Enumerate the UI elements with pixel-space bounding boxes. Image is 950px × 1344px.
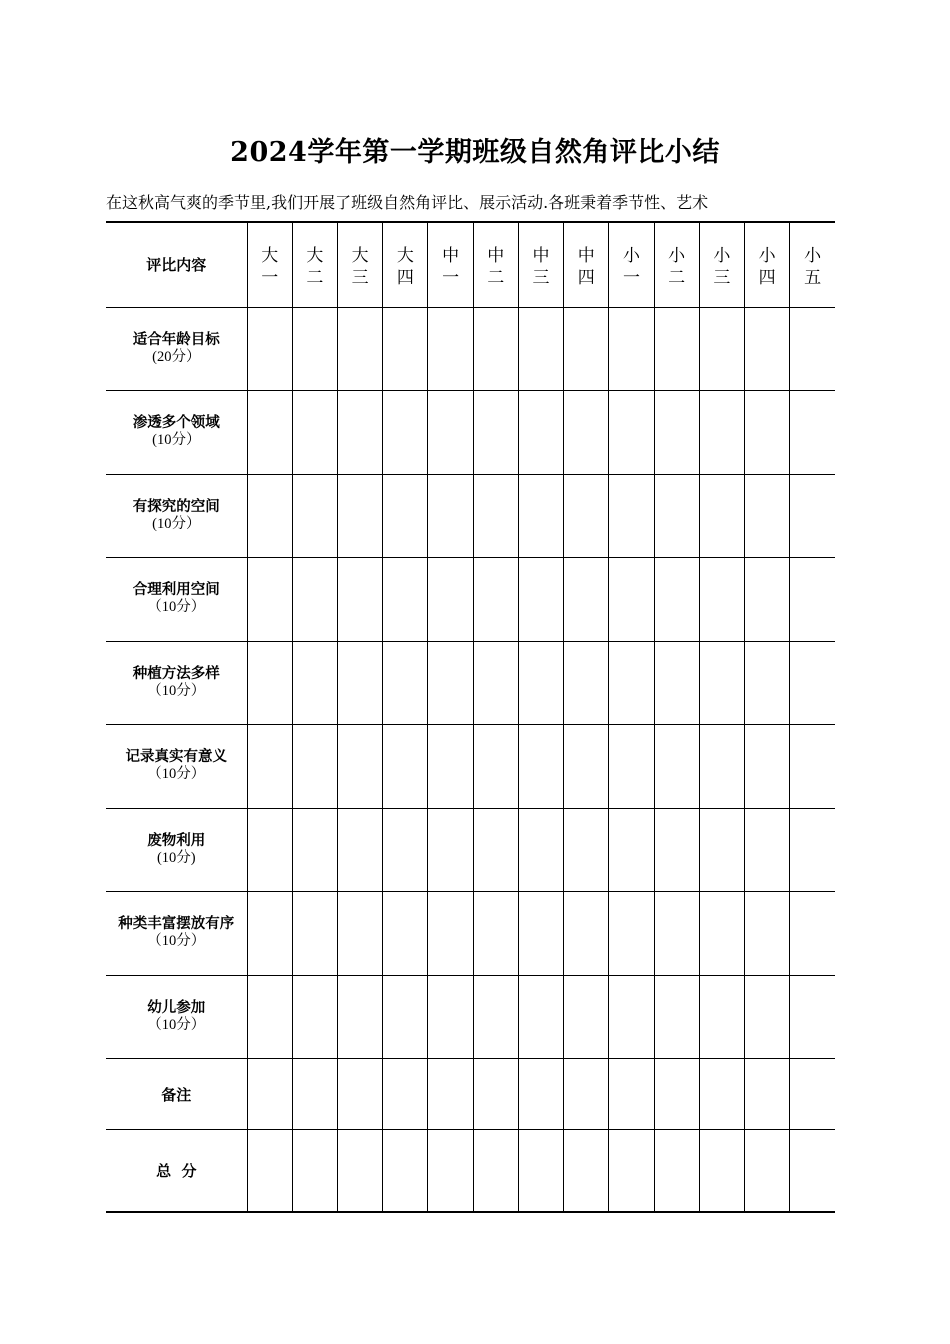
score-cell[interactable] xyxy=(745,474,790,558)
score-cell[interactable] xyxy=(518,725,563,809)
score-cell[interactable] xyxy=(564,725,609,809)
score-cell[interactable] xyxy=(428,391,473,475)
score-cell[interactable] xyxy=(338,641,383,725)
score-cell[interactable] xyxy=(699,641,744,725)
score-cell[interactable] xyxy=(790,725,835,809)
criteria-points: （10分） xyxy=(147,682,206,699)
score-cell[interactable] xyxy=(699,474,744,558)
class-header-char: 三 xyxy=(351,268,369,288)
class-column-header xyxy=(518,222,563,307)
score-cell[interactable] xyxy=(473,307,518,391)
score-cell[interactable] xyxy=(338,307,383,391)
score-cell[interactable] xyxy=(247,391,292,475)
score-cell[interactable] xyxy=(292,474,337,558)
score-cell[interactable] xyxy=(247,1059,292,1130)
class-column-header xyxy=(790,222,835,307)
score-cell[interactable] xyxy=(473,892,518,976)
score-cell[interactable] xyxy=(338,808,383,892)
criteria-row xyxy=(106,307,835,391)
class-header-char: 大 xyxy=(261,246,279,266)
score-cell[interactable] xyxy=(745,641,790,725)
score-cell[interactable] xyxy=(745,391,790,475)
score-cell[interactable] xyxy=(790,391,835,475)
score-cell[interactable] xyxy=(654,558,699,642)
score-cell[interactable] xyxy=(564,474,609,558)
class-header-char: 大 xyxy=(306,246,324,266)
remarks-label: 备注 xyxy=(106,1059,247,1130)
criteria-points: (10分) xyxy=(156,849,196,866)
class-header-char: 小 xyxy=(713,246,731,266)
score-cell[interactable] xyxy=(383,307,428,391)
score-cell[interactable] xyxy=(518,1130,563,1212)
score-cell[interactable] xyxy=(518,558,563,642)
score-cell[interactable] xyxy=(745,1130,790,1212)
score-cell[interactable] xyxy=(428,1130,473,1212)
score-cell[interactable] xyxy=(383,1130,428,1212)
score-cell[interactable] xyxy=(654,307,699,391)
score-cell[interactable] xyxy=(338,975,383,1059)
score-cell[interactable] xyxy=(473,1059,518,1130)
score-cell[interactable] xyxy=(383,641,428,725)
class-column-header xyxy=(338,222,383,307)
class-column-header xyxy=(473,222,518,307)
score-cell[interactable] xyxy=(338,558,383,642)
criteria-points: (20分） xyxy=(152,348,201,365)
class-header-char: 三 xyxy=(532,268,550,288)
score-cell[interactable] xyxy=(790,808,835,892)
class-header-char: 大 xyxy=(351,246,369,266)
score-cell[interactable] xyxy=(654,391,699,475)
score-cell[interactable] xyxy=(564,1130,609,1212)
class-column-header xyxy=(564,222,609,307)
score-cell[interactable] xyxy=(428,975,473,1059)
score-cell[interactable] xyxy=(292,975,337,1059)
criteria-name: 种类丰富摆放有序 xyxy=(118,916,235,933)
score-cell[interactable] xyxy=(473,975,518,1059)
criteria-row xyxy=(106,391,835,475)
score-cell[interactable] xyxy=(790,307,835,391)
score-cell[interactable] xyxy=(428,808,473,892)
score-cell[interactable] xyxy=(564,975,609,1059)
score-cell[interactable] xyxy=(699,307,744,391)
score-cell[interactable] xyxy=(383,391,428,475)
score-cell[interactable] xyxy=(292,641,337,725)
class-column-header xyxy=(609,222,654,307)
class-header-char: 四 xyxy=(396,268,414,288)
score-cell[interactable] xyxy=(338,474,383,558)
class-header-char: 二 xyxy=(306,268,324,288)
total-row xyxy=(106,1130,835,1212)
criteria-points: （10分） xyxy=(147,766,206,783)
score-cell[interactable] xyxy=(654,474,699,558)
class-header-char: 中 xyxy=(442,246,460,266)
class-header-char: 小 xyxy=(622,246,640,266)
class-header-char: 小 xyxy=(668,246,686,266)
score-cell[interactable] xyxy=(247,725,292,809)
score-cell[interactable] xyxy=(609,1059,654,1130)
score-cell[interactable] xyxy=(699,1130,744,1212)
score-cell[interactable] xyxy=(473,1130,518,1212)
score-cell[interactable] xyxy=(699,391,744,475)
criteria-name: 废物利用 xyxy=(147,832,206,849)
score-cell[interactable] xyxy=(699,808,744,892)
class-header-char: 小 xyxy=(758,246,776,266)
score-cell[interactable] xyxy=(473,558,518,642)
criteria-name: 记录真实有意义 xyxy=(125,749,228,766)
score-cell[interactable] xyxy=(564,558,609,642)
score-cell[interactable] xyxy=(338,725,383,809)
score-cell[interactable] xyxy=(428,474,473,558)
class-column-header xyxy=(247,222,292,307)
criteria-cell xyxy=(106,391,247,475)
score-cell[interactable] xyxy=(790,558,835,642)
score-cell[interactable] xyxy=(790,892,835,976)
score-cell[interactable] xyxy=(247,307,292,391)
score-cell[interactable] xyxy=(609,558,654,642)
score-cell[interactable] xyxy=(338,1130,383,1212)
class-header-char: 二 xyxy=(668,268,686,288)
criteria-name: 渗透多个领域 xyxy=(132,415,220,432)
score-cell[interactable] xyxy=(699,975,744,1059)
score-cell[interactable] xyxy=(518,641,563,725)
score-cell[interactable] xyxy=(383,558,428,642)
score-cell[interactable] xyxy=(292,1130,337,1212)
class-column-header xyxy=(292,222,337,307)
score-cell[interactable] xyxy=(790,474,835,558)
class-column-header xyxy=(654,222,699,307)
criteria-points: (10分） xyxy=(152,432,201,449)
score-cell[interactable] xyxy=(518,975,563,1059)
class-header-char: 中 xyxy=(487,246,505,266)
score-cell[interactable] xyxy=(609,641,654,725)
criteria-row xyxy=(106,558,835,642)
score-cell[interactable] xyxy=(383,474,428,558)
class-header-char: 二 xyxy=(487,268,505,288)
score-cell[interactable] xyxy=(699,725,744,809)
criteria-row xyxy=(106,474,835,558)
class-header-char: 四 xyxy=(577,268,595,288)
criteria-cell xyxy=(106,474,247,558)
score-cell[interactable] xyxy=(292,1059,337,1130)
score-cell[interactable] xyxy=(654,892,699,976)
score-cell[interactable] xyxy=(292,892,337,976)
score-cell[interactable] xyxy=(428,307,473,391)
score-cell[interactable] xyxy=(654,808,699,892)
criteria-name: 合理利用空间 xyxy=(132,582,220,599)
score-cell[interactable] xyxy=(564,1059,609,1130)
score-cell[interactable] xyxy=(383,892,428,976)
score-cell[interactable] xyxy=(654,641,699,725)
score-cell[interactable] xyxy=(518,474,563,558)
criteria-name: 有探究的空间 xyxy=(132,498,220,515)
score-cell[interactable] xyxy=(292,808,337,892)
score-cell[interactable] xyxy=(699,558,744,642)
score-cell[interactable] xyxy=(473,474,518,558)
score-cell[interactable] xyxy=(338,1059,383,1130)
score-cell[interactable] xyxy=(473,808,518,892)
score-cell[interactable] xyxy=(292,307,337,391)
criteria-row xyxy=(106,808,835,892)
score-cell[interactable] xyxy=(518,307,563,391)
score-cell[interactable] xyxy=(745,808,790,892)
score-cell[interactable] xyxy=(247,975,292,1059)
score-cell[interactable] xyxy=(564,307,609,391)
class-header-char: 中 xyxy=(577,246,595,266)
score-cell[interactable] xyxy=(609,307,654,391)
total-label: 总 分 xyxy=(106,1130,247,1212)
score-cell[interactable] xyxy=(609,1130,654,1212)
class-column-header xyxy=(745,222,790,307)
remarks-row xyxy=(106,1059,835,1130)
score-cell[interactable] xyxy=(745,558,790,642)
class-header-char: 五 xyxy=(804,268,822,288)
score-cell[interactable] xyxy=(518,808,563,892)
score-cell[interactable] xyxy=(428,725,473,809)
criteria-column-header: 评比内容 xyxy=(106,222,247,307)
criteria-cell xyxy=(106,641,247,725)
criteria-name: 种植方法多样 xyxy=(132,665,220,682)
criteria-name: 适合年龄目标 xyxy=(132,331,220,348)
score-cell[interactable] xyxy=(292,725,337,809)
criteria-row xyxy=(106,975,835,1059)
score-cell[interactable] xyxy=(338,892,383,976)
score-cell[interactable] xyxy=(699,1059,744,1130)
score-cell[interactable] xyxy=(654,975,699,1059)
score-cell[interactable] xyxy=(790,1130,835,1212)
score-cell[interactable] xyxy=(428,641,473,725)
score-cell[interactable] xyxy=(247,1130,292,1212)
score-cell[interactable] xyxy=(745,975,790,1059)
class-header-char: 一 xyxy=(622,268,640,288)
score-cell[interactable] xyxy=(745,1059,790,1130)
score-cell[interactable] xyxy=(745,892,790,976)
class-column-header xyxy=(428,222,473,307)
score-cell[interactable] xyxy=(654,1059,699,1130)
criteria-name: 幼儿参加 xyxy=(147,999,206,1016)
score-cell[interactable] xyxy=(790,641,835,725)
score-cell[interactable] xyxy=(564,892,609,976)
criteria-points: （10分） xyxy=(147,1016,206,1033)
class-header-char: 三 xyxy=(713,268,731,288)
score-cell[interactable] xyxy=(518,391,563,475)
class-column-header xyxy=(699,222,744,307)
class-header-char: 一 xyxy=(442,268,460,288)
score-cell[interactable] xyxy=(564,391,609,475)
score-cell[interactable] xyxy=(518,892,563,976)
evaluation-table xyxy=(106,221,835,1213)
score-cell[interactable] xyxy=(383,808,428,892)
criteria-points: （10分） xyxy=(147,933,206,950)
header-row xyxy=(106,222,835,307)
score-cell[interactable] xyxy=(564,808,609,892)
criteria-row xyxy=(106,641,835,725)
score-cell[interactable] xyxy=(790,975,835,1059)
score-cell[interactable] xyxy=(609,474,654,558)
score-cell[interactable] xyxy=(609,892,654,976)
score-cell[interactable] xyxy=(745,725,790,809)
criteria-row xyxy=(106,725,835,809)
score-cell[interactable] xyxy=(609,975,654,1059)
score-cell[interactable] xyxy=(383,1059,428,1130)
class-header-char: 一 xyxy=(261,268,279,288)
criteria-points: (10分） xyxy=(152,515,201,532)
intro-paragraph: 在这秋高气爽的季节里,我们开展了班级自然角评比、展示活动.各班秉着季节性、艺术 xyxy=(106,193,709,212)
criteria-cell xyxy=(106,975,247,1059)
score-cell[interactable] xyxy=(609,725,654,809)
score-cell[interactable] xyxy=(609,808,654,892)
score-cell[interactable] xyxy=(428,892,473,976)
score-cell[interactable] xyxy=(383,975,428,1059)
score-cell[interactable] xyxy=(247,474,292,558)
score-cell[interactable] xyxy=(292,558,337,642)
class-header-char: 大 xyxy=(396,246,414,266)
criteria-row xyxy=(106,892,835,976)
score-cell[interactable] xyxy=(609,391,654,475)
score-cell[interactable] xyxy=(338,391,383,475)
score-cell[interactable] xyxy=(292,391,337,475)
criteria-cell xyxy=(106,307,247,391)
score-cell[interactable] xyxy=(654,725,699,809)
score-cell[interactable] xyxy=(473,725,518,809)
score-cell[interactable] xyxy=(473,641,518,725)
score-cell[interactable] xyxy=(247,808,292,892)
score-cell[interactable] xyxy=(428,1059,473,1130)
criteria-points: （10分） xyxy=(147,599,206,616)
score-cell[interactable] xyxy=(745,307,790,391)
criteria-cell xyxy=(106,892,247,976)
page-title: 2024学年第一学期班级自然角评比小结 xyxy=(230,137,720,168)
criteria-cell xyxy=(106,808,247,892)
score-cell[interactable] xyxy=(247,641,292,725)
score-cell[interactable] xyxy=(247,892,292,976)
score-cell[interactable] xyxy=(518,1059,563,1130)
class-header-char: 小 xyxy=(804,246,822,266)
score-cell[interactable] xyxy=(654,1130,699,1212)
score-cell[interactable] xyxy=(699,892,744,976)
criteria-cell xyxy=(106,558,247,642)
score-cell[interactable] xyxy=(790,1059,835,1130)
class-header-char: 中 xyxy=(532,246,550,266)
score-cell[interactable] xyxy=(383,725,428,809)
score-cell[interactable] xyxy=(473,391,518,475)
criteria-cell xyxy=(106,725,247,809)
class-header-char: 四 xyxy=(758,268,776,288)
score-cell[interactable] xyxy=(247,558,292,642)
score-cell[interactable] xyxy=(428,558,473,642)
class-column-header xyxy=(383,222,428,307)
score-cell[interactable] xyxy=(564,641,609,725)
